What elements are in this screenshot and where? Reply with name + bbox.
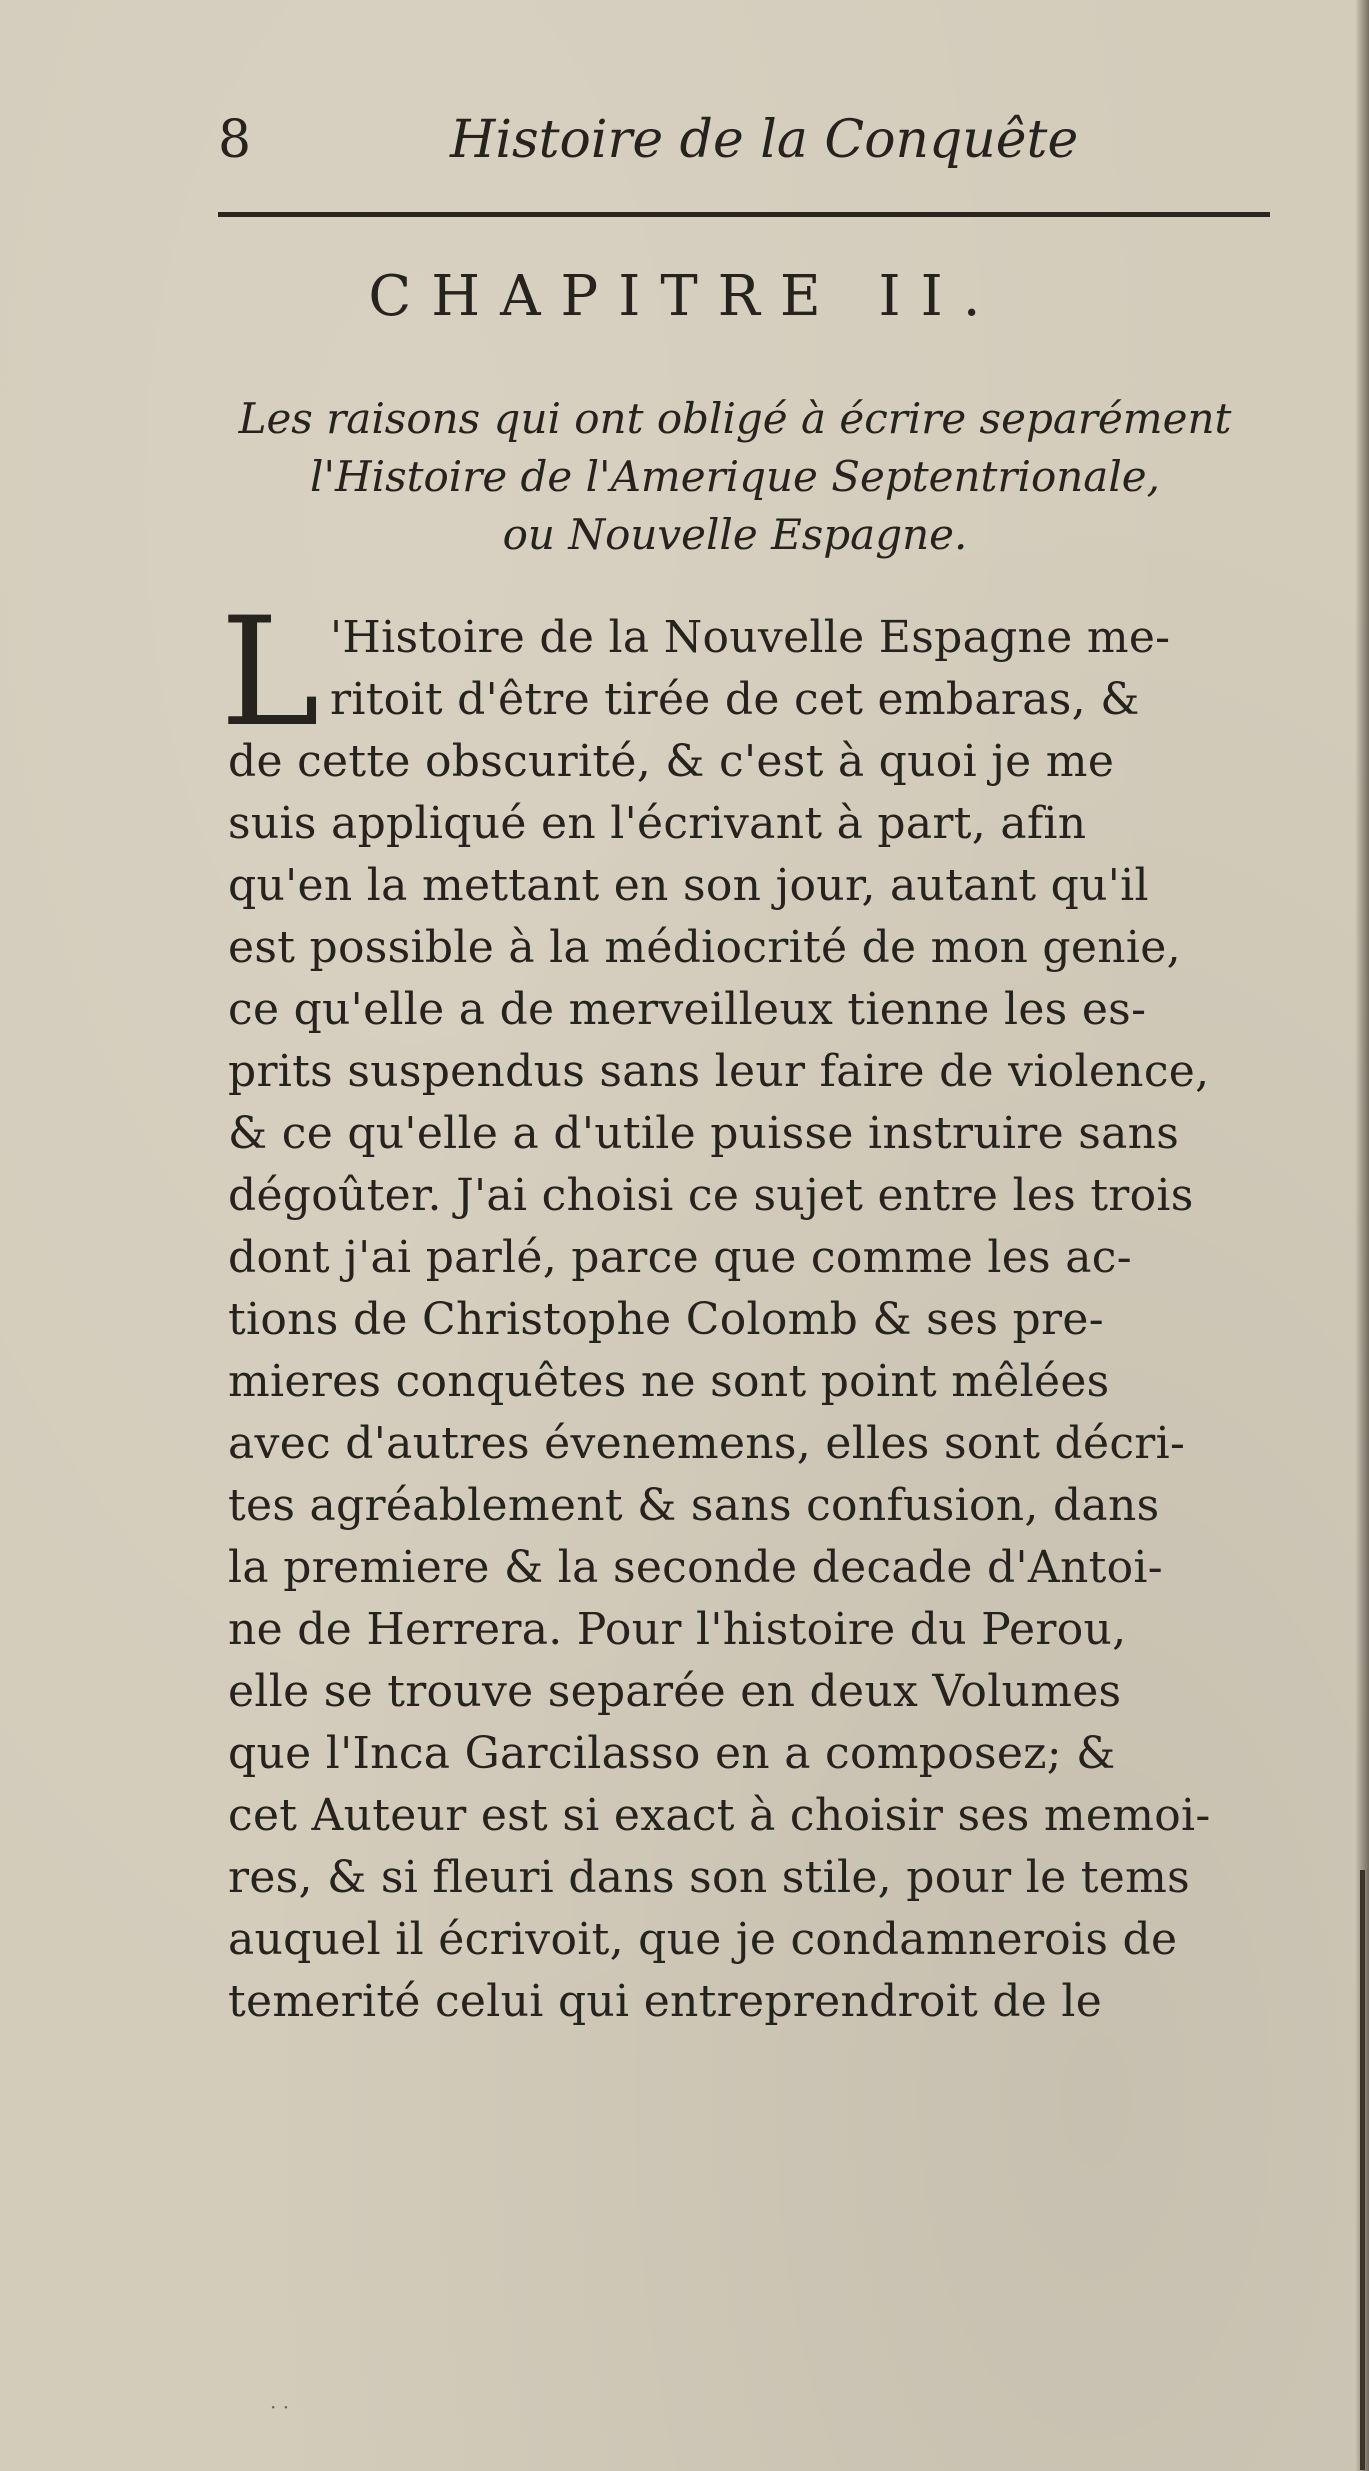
drop-cap: L <box>220 586 320 760</box>
paper-speckle: · · <box>270 2395 290 2419</box>
running-head: Histoire de la Conquête <box>450 110 1079 170</box>
body-text-line: & ce qu'elle a d'utile puisse instruire sans <box>228 1108 1180 1159</box>
body-text-line: res, & si fleuri dans son stile, pour le tems <box>228 1852 1190 1903</box>
header-rule <box>218 212 1270 217</box>
body-text-line: mieres conquêtes ne sont point mêlées <box>228 1356 1110 1407</box>
body-text-line: auquel il écrivoit, que je condamnerois de <box>228 1914 1178 1965</box>
body-text-line: la premiere & la seconde decade d'Antoi- <box>228 1542 1163 1593</box>
body-text-line: elle se trouve separée en deux Volumes <box>228 1666 1122 1717</box>
body-text-line: que l'Inca Garcilasso en a composez; & <box>228 1728 1116 1779</box>
chapter-subtitle-line: l'Histoire de l'Amerique Septentrionale, <box>310 452 1160 501</box>
body-text-line: ce qu'elle a de merveilleux tienne les es- <box>228 984 1147 1035</box>
body-text-line: avec d'autres évenemens, elles sont décri- <box>228 1418 1186 1469</box>
chapter-subtitle-line: Les raisons qui ont obligé à écrire separément <box>238 394 1232 443</box>
body-text-line: cet Auteur est si exact à choisir ses memoi- <box>228 1790 1211 1841</box>
body-text-line: prits suspendus sans leur faire de violence, <box>228 1046 1210 1097</box>
body-text-line: 'Histoire de la Nouvelle Espagne me- <box>330 612 1171 663</box>
page-number: 8 <box>218 110 252 170</box>
body-text-line: suis appliqué en l'écrivant à part, afin <box>228 798 1087 849</box>
body-text-line: dégoûter. J'ai choisi ce sujet entre les trois <box>228 1170 1194 1221</box>
body-text-line: temerité celui qui entreprendroit de le <box>228 1976 1103 2027</box>
body-text-line: tions de Christophe Colomb & ses pre- <box>228 1294 1104 1345</box>
chapter-subtitle-line: ou Nouvelle Espagne. <box>502 510 968 559</box>
chapter-title: CHAPITRE II. <box>368 264 1001 329</box>
body-text-line: dont j'ai parlé, parce que comme les ac- <box>228 1232 1132 1283</box>
body-text-line: est possible à la médiocrité de mon genie, <box>228 922 1181 973</box>
page-edge-mark <box>1360 1870 1365 2470</box>
body-text-line: tes agréablement & sans confusion, dans <box>228 1480 1160 1531</box>
body-text-line: ritoit d'être tirée de cet embaras, & <box>330 674 1140 725</box>
body-text-line: de cette obscurité, & c'est à quoi je me <box>228 736 1115 787</box>
body-text-line: ne de Herrera. Pour l'histoire du Perou, <box>228 1604 1127 1655</box>
body-text-line: qu'en la mettant en son jour, autant qu'il <box>228 860 1149 911</box>
